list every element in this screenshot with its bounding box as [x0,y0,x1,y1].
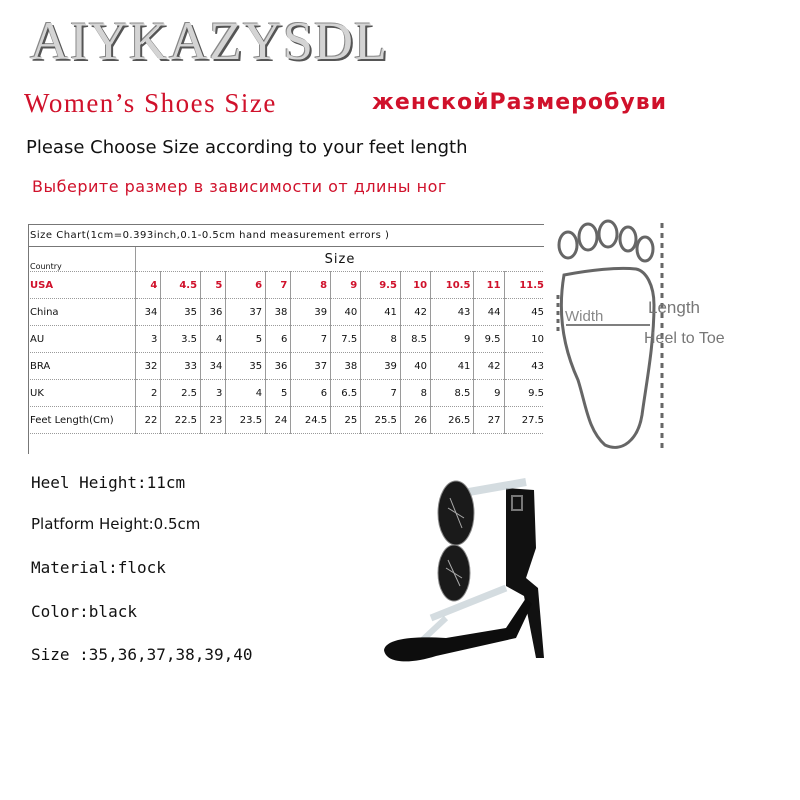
size-chart-cell: 5 [226,326,266,353]
size-chart-cell: 9.5 [474,326,504,353]
size-chart-cell: 10.5 [431,272,474,299]
chart-border-left [28,224,29,454]
size-chart-cell: 8 [291,272,331,299]
size-chart-cell: 6 [266,326,291,353]
foot-width-label: Width [565,308,604,325]
size-chart-cell: 9 [331,272,361,299]
size-chart-cell: 7 [266,272,291,299]
size-chart-cell: 27.5 [504,407,544,434]
instruction-russian: Выберите размер в зависимости от длины ног [32,177,447,196]
size-chart-cell: 9 [431,326,474,353]
size-chart-cell: 37 [226,299,266,326]
size-chart-cell: 41 [431,353,474,380]
size-chart-cell: 34 [136,299,161,326]
size-chart-row [28,380,544,407]
size-chart-cell: 36 [266,353,291,380]
size-chart-cell: 6.5 [331,380,361,407]
size-chart-cell: 8.5 [431,380,474,407]
size-chart-cell: 25 [331,407,361,434]
size-chart-cell: 4.5 [161,272,201,299]
size-chart-cell: 3 [136,326,161,353]
size-chart-cell: 22 [136,407,161,434]
size-chart-cell: 25.5 [361,407,401,434]
size-chart-row-label: BRA [28,353,136,380]
chart-border-top [28,224,544,225]
size-chart-row [28,407,544,434]
size-chart-cell: 42 [474,353,504,380]
size-chart-cell: 4 [226,380,266,407]
title-english: Women’s Shoes Size [24,88,277,118]
size-chart-cell: 7.5 [331,326,361,353]
size-chart-row-label: China [28,299,136,326]
size-chart-cell: 5 [266,380,291,407]
size-chart-cell: 3.5 [161,326,201,353]
size-chart-cell: 2.5 [161,380,201,407]
foot-heel-to-toe-label: Heel to Toe [644,330,725,347]
size-chart-row-label: AU [28,326,136,353]
size-chart-cell: 33 [161,353,201,380]
size-chart-cell: 23 [201,407,226,434]
size-chart-row [28,326,544,353]
size-chart-cell: 34 [201,353,226,380]
size-chart-cell: 22.5 [161,407,201,434]
size-chart-row [28,272,544,299]
size-chart-cell: 27 [474,407,504,434]
instruction-english: Please Choose Size according to your feet length [26,137,468,158]
size-chart-cell: 9 [474,380,504,407]
size-chart-caption: Size Chart(1cm=0.393inch,0.1-0.5cm hand measurement errors ) [28,224,544,247]
title-russian: женскойРазмеробуви [372,90,668,115]
spec-sizes: Size :35,36,37,38,39,40 [31,645,253,664]
size-chart-cell: 37 [291,353,331,380]
size-chart-cell: 9.5 [504,380,544,407]
size-chart-cell: 10 [400,272,430,299]
size-chart-cell: 35 [161,299,201,326]
size-chart-cell: 26.5 [431,407,474,434]
size-chart-cell: 36 [201,299,226,326]
size-chart-cell: 43 [504,353,544,380]
size-chart-cell: 32 [136,353,161,380]
size-chart-cell: 39 [361,353,401,380]
size-chart-cell: 24.5 [291,407,331,434]
size-chart-cell: 11.5 [504,272,544,299]
size-chart-row [28,353,544,380]
size-chart-cell: 39 [291,299,331,326]
size-chart-row-label: USA [28,272,136,299]
size-chart-cell: 5 [201,272,226,299]
size-chart-cell: 8.5 [400,326,430,353]
size-chart-cell: 8 [400,380,430,407]
size-chart-cell: 42 [400,299,430,326]
size-chart-row-label: Feet Length(Cm) [28,407,136,434]
size-chart-cell: 40 [400,353,430,380]
spec-color: Color:black [31,602,137,621]
size-chart-cell: 11 [474,272,504,299]
size-chart-cell: 6 [291,380,331,407]
size-chart-cell: 23.5 [226,407,266,434]
size-chart-cell: 10 [504,326,544,353]
size-chart-cell: 4 [201,326,226,353]
size-chart-cell: 43 [431,299,474,326]
size-chart-cell: 35 [226,353,266,380]
size-chart-cell: 9.5 [361,272,401,299]
size-chart-cell: 40 [331,299,361,326]
size-chart-cell: 3 [201,380,226,407]
size-chart-cell: 38 [331,353,361,380]
country-header: Country [28,247,136,272]
size-chart-cell: 4 [136,272,161,299]
size-chart-cell: 24 [266,407,291,434]
size-chart-table [28,224,544,434]
brand-logo: AIYKAZYSDL [30,11,388,71]
size-chart-cell: 45 [504,299,544,326]
foot-length-label: Length [648,298,700,317]
size-chart-cell: 8 [361,326,401,353]
size-chart-cell: 6 [226,272,266,299]
size-chart-cell: 2 [136,380,161,407]
size-chart-cell: 7 [361,380,401,407]
spec-platform-height: Platform Height:0.5cm [31,515,201,533]
spec-heel-height: Heel Height:11cm [31,473,186,492]
size-chart-cell: 38 [266,299,291,326]
spec-material: Material:flock [31,558,166,577]
size-chart-cell: 44 [474,299,504,326]
size-header: Size [136,247,545,272]
size-chart-cell: 7 [291,326,331,353]
shoe-image [376,468,576,678]
size-chart-cell: 26 [400,407,430,434]
size-chart-row-label: UK [28,380,136,407]
size-chart-cell: 41 [361,299,401,326]
size-chart [28,224,544,454]
size-chart-row [28,299,544,326]
